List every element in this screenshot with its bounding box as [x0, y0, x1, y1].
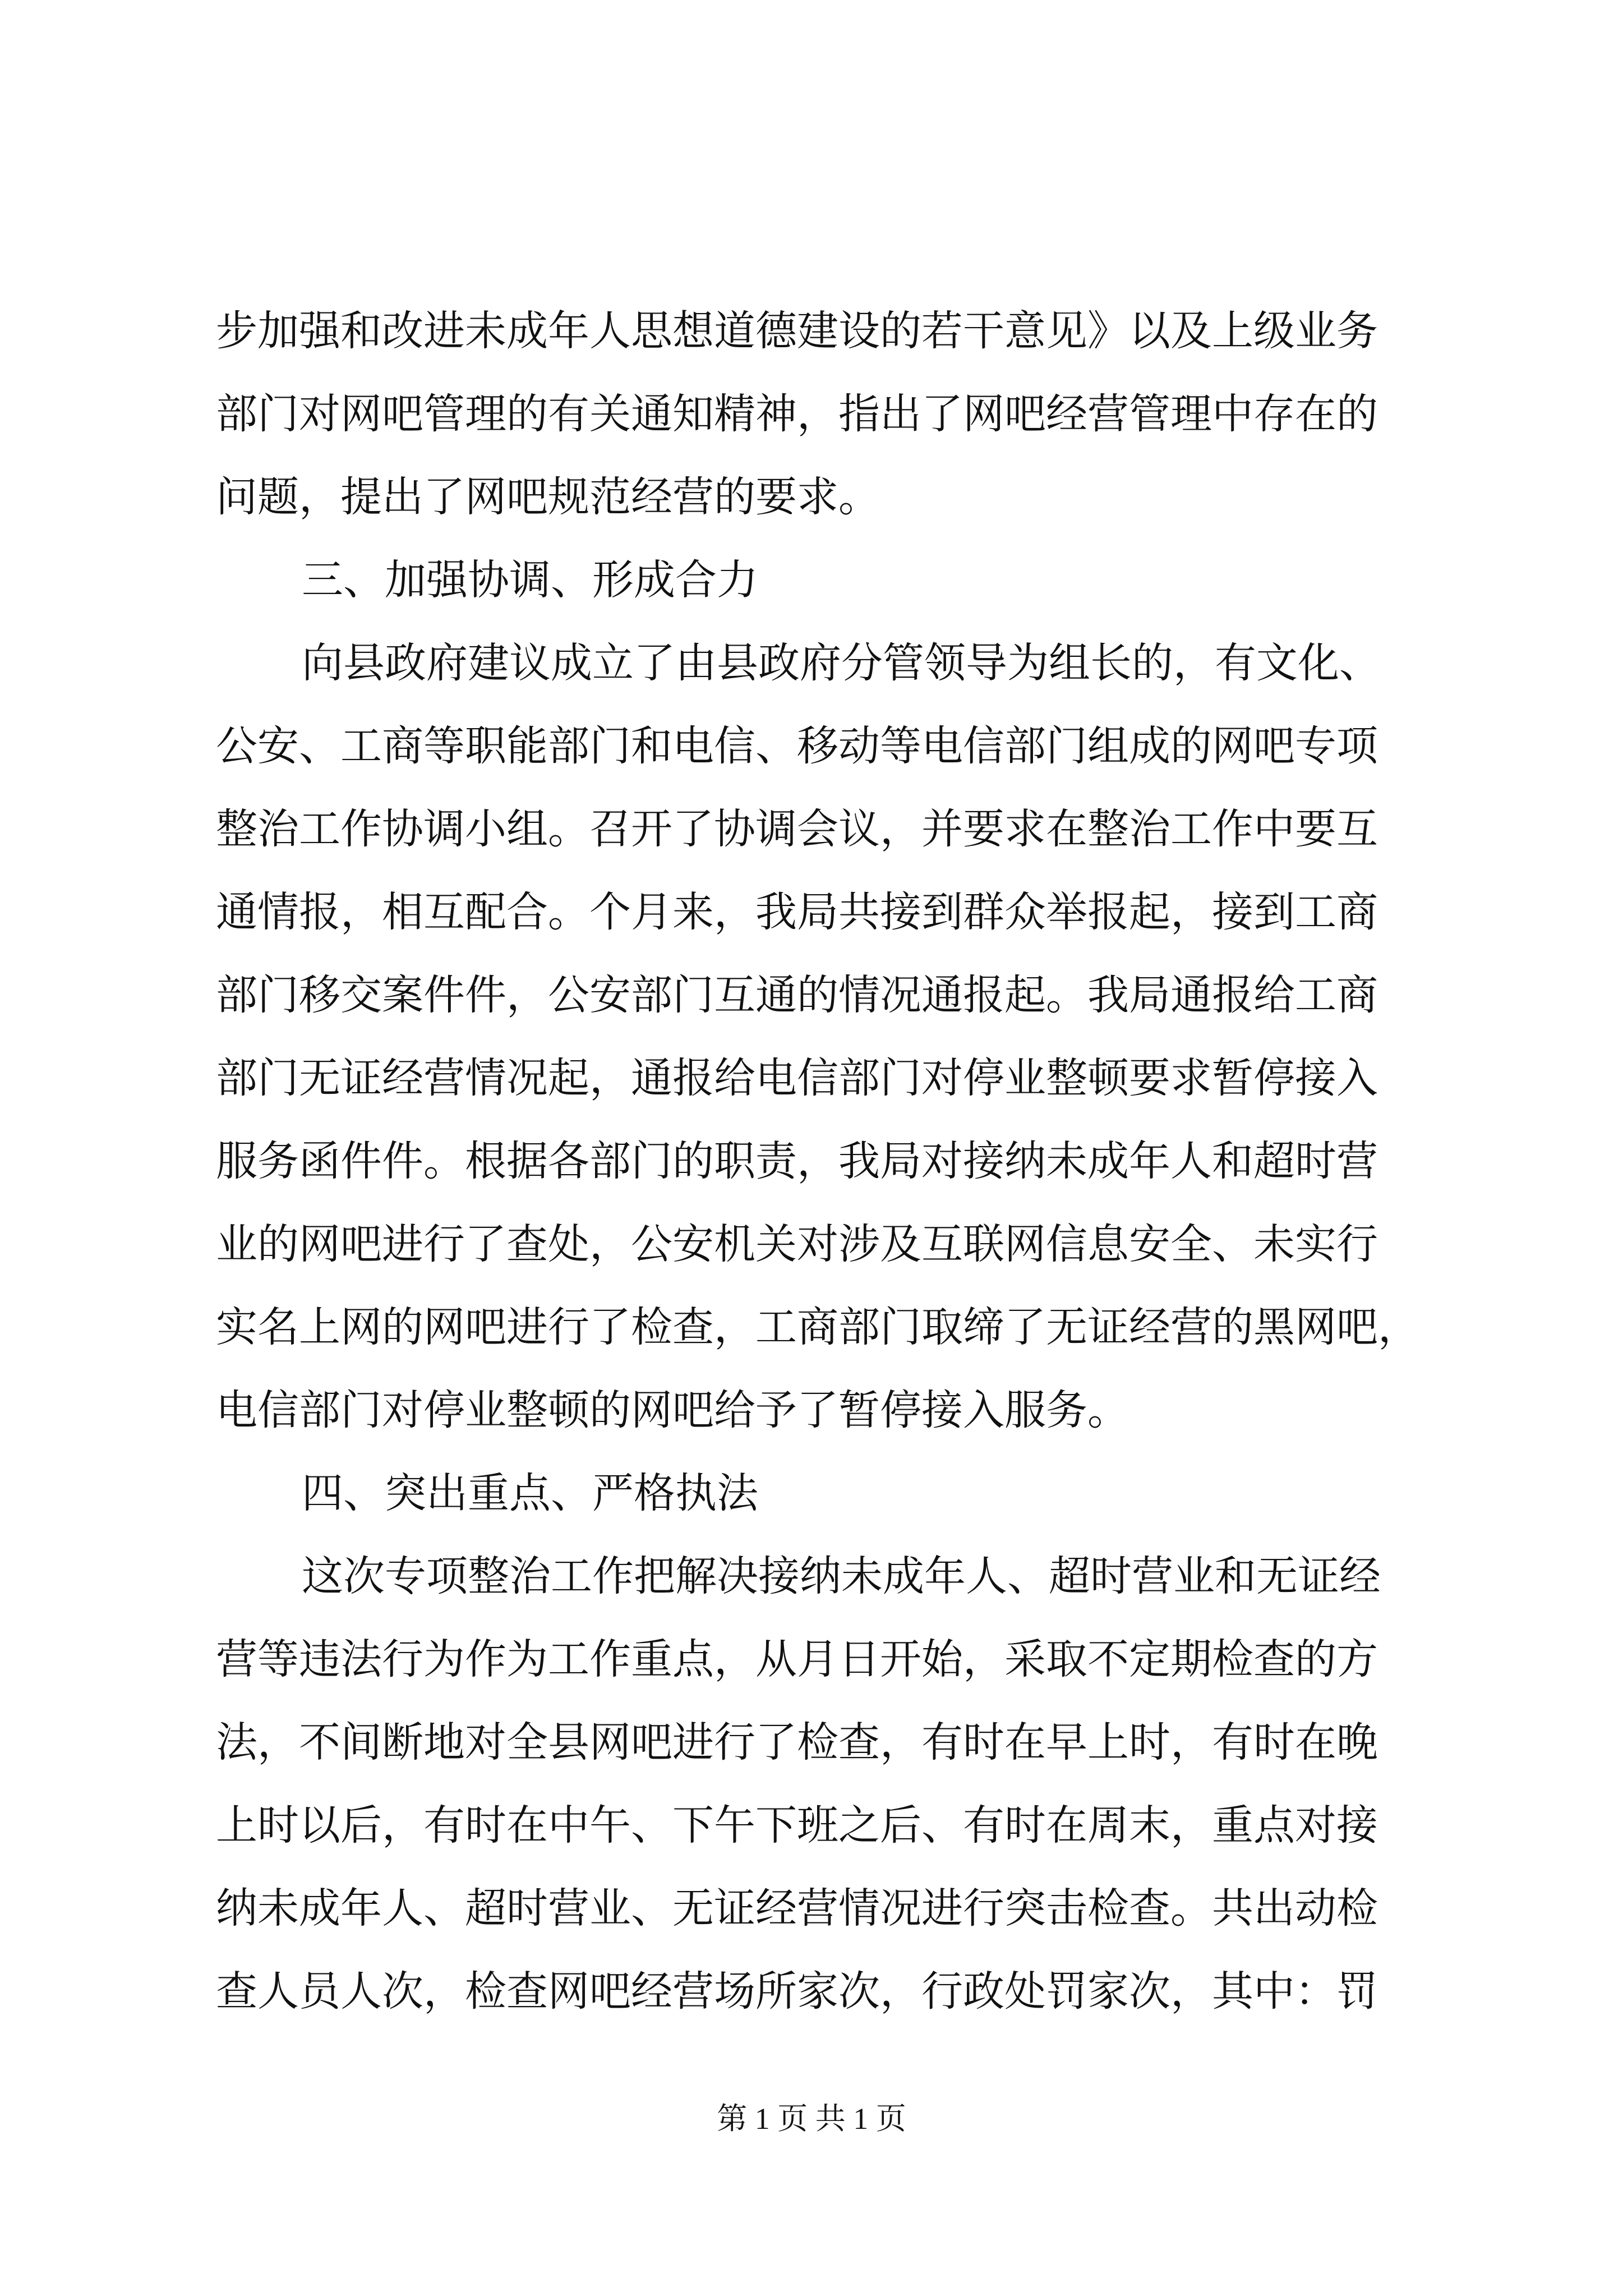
text-line: 营等违法行为作为工作重点，从月日开始，采取不定期检查的方: [216, 1635, 1378, 1683]
text-line: 查人员人次，检查网吧经营场所家次，行政处罚家次，其中：罚: [216, 1967, 1378, 2016]
section-heading: 四、突出重点、严格执法: [302, 1469, 758, 1517]
page-number-footer: 第 1 页 共 1 页: [717, 2102, 906, 2136]
text-line: 法，不间断地对全县网吧进行了检查，有时在早上时，有时在晚: [216, 1718, 1378, 1766]
text-line: 实名上网的网吧进行了检查，工商部门取缔了无证经营的黑网吧，: [216, 1303, 1419, 1351]
text-line: 这次专项整治工作把解决接纳未成年人、超时营业和无证经: [302, 1552, 1381, 1600]
text-line: 部门对网吧管理的有关通知精神，指出了网吧经营管理中存在的: [216, 390, 1378, 438]
text-line: 服务函件件。根据各部门的职责，我局对接纳未成年人和超时营: [216, 1137, 1378, 1185]
text-line: 业的网吧进行了查处，公安机关对涉及互联网信息安全、未实行: [216, 1220, 1378, 1268]
text-line: 部门移交案件件，公安部门互通的情况通报起。我局通报给工商: [216, 971, 1378, 1019]
text-line: 纳未成年人、超时营业、无证经营情况进行突击检查。共出动检: [216, 1884, 1378, 1932]
text-line: 向县政府建议成立了由县政府分管领导为组长的，有文化、: [302, 639, 1381, 687]
text-line: 上时以后，有时在中午、下午下班之后、有时在周末，重点对接: [216, 1801, 1378, 1849]
text-line: 公安、工商等职能部门和电信、移动等电信部门组成的网吧专项: [216, 722, 1378, 770]
text-line: 整治工作协调小组。召开了协调会议，并要求在整治工作中要互: [216, 805, 1378, 853]
section-heading: 三、加强协调、形成合力: [302, 556, 758, 604]
text-line: 电信部门对停业整顿的网吧给予了暂停接入服务。: [216, 1386, 1129, 1434]
text-line: 部门无证经营情况起，通报给电信部门对停业整顿要求暂停接入: [216, 1054, 1378, 1102]
text-line: 问题，提出了网吧规范经营的要求。: [216, 473, 880, 521]
text-line: 通情报，相互配合。个月来，我局共接到群众举报起，接到工商: [216, 888, 1378, 936]
text-line: 步加强和改进未成年人思想道德建设的若干意见》以及上级业务: [216, 307, 1378, 355]
